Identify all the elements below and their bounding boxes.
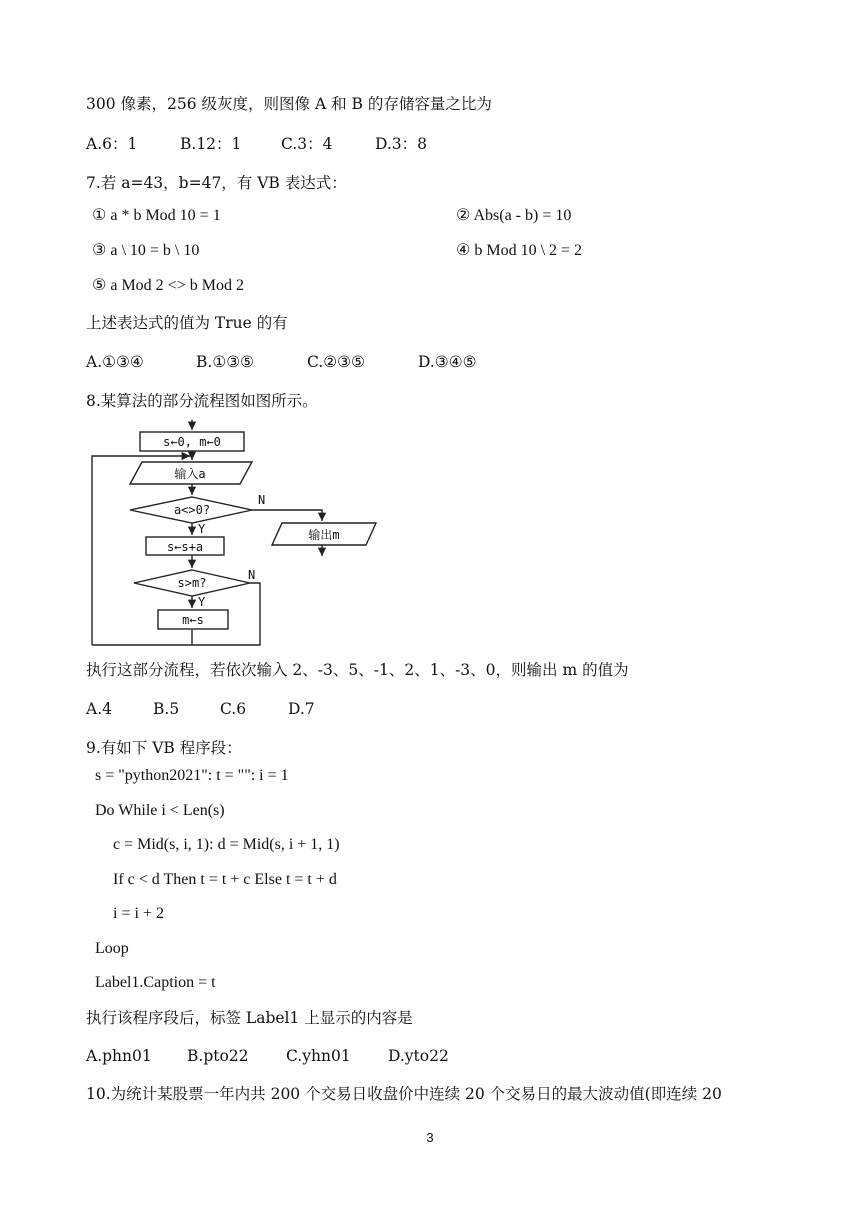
q7-expr-2: ② Abs(a - b) = 10: [456, 207, 572, 224]
flow-cond2-text: s>m?: [177, 576, 207, 590]
flow-input-text: 输入a: [174, 467, 206, 481]
q9-code-line-4: If c < d Then t = t + c Else t = t + d: [113, 871, 337, 888]
q7-expr-5: ⑤ a Mod 2 <> b Mod 2: [92, 277, 244, 294]
q8-option-a: A.4: [86, 700, 112, 718]
q6-stem: 300 像素，256 级灰度，则图像 A 和 B 的存储容量之比为: [86, 95, 492, 113]
q9-code-line-5: i = i + 2: [113, 905, 164, 922]
q9-code-line-6: Loop: [95, 940, 129, 957]
flow-no-label-2: N: [248, 568, 256, 582]
q9-stem: 9.有如下 VB 程序段：: [86, 739, 242, 757]
q7-option-b: B.①③⑤: [196, 353, 255, 371]
page-number: 3: [426, 1130, 434, 1145]
q6-option-a: A.6：1: [86, 135, 138, 153]
q7-expr-1: ① a * b Mod 10 = 1: [92, 207, 221, 224]
flowchart: [86, 418, 386, 652]
flow-assign1-text: s←s+a: [166, 540, 204, 554]
flow-cond1-text: a<>0?: [173, 503, 211, 517]
flow-assign2-text: m←s: [182, 613, 204, 627]
q9-option-a: A.phn01: [86, 1047, 152, 1065]
flow-init-text: s←0, m←0: [163, 435, 221, 449]
q9-code-line-2: Do While i < Len(s): [95, 802, 225, 819]
q8-option-d: D.7: [288, 700, 315, 718]
q9-code-line-3: c = Mid(s, i, 1): d = Mid(s, i + 1, 1): [113, 836, 340, 853]
q8-question: 执行这部分流程，若依次输入 2、-3、5、-1、2、1、-3、0，则输出 m 的值为: [86, 661, 629, 679]
q9-code-line-1: s = "python2021": t = "": i = 1: [95, 767, 289, 784]
q9-code-line-7: Label1.Caption = t: [95, 974, 216, 991]
q7-option-a: A.①③④: [86, 353, 144, 371]
q7-expr-3: ③ a \ 10 = b \ 10: [92, 242, 200, 259]
flow-yes-label-1: Y: [198, 522, 206, 536]
flow-no-label-1: N: [258, 493, 266, 507]
flow-output-text: 输出m: [308, 528, 340, 542]
q8-option-c: C.6: [220, 700, 247, 718]
q7-question: 上述表达式的值为 True 的有: [86, 314, 288, 332]
q6-option-c: C.3：4: [281, 135, 333, 153]
q7-option-d: D.③④⑤: [418, 353, 477, 371]
q7-stem: 7.若 a=43，b=47，有 VB 表达式：: [86, 174, 347, 192]
q8-option-b: B.5: [153, 700, 180, 718]
q9-option-c: C.yhn01: [286, 1047, 351, 1065]
q6-option-b: B.12：1: [180, 135, 242, 153]
q9-option-b: B.pto22: [187, 1047, 249, 1065]
q7-option-c: C.②③⑤: [307, 353, 365, 371]
q9-option-d: D.yto22: [388, 1047, 449, 1065]
q8-stem: 8.某算法的部分流程图如图所示。: [86, 392, 318, 410]
q7-expr-4: ④ b Mod 10 \ 2 = 2: [456, 242, 583, 259]
q10-stem: 10.为统计某股票一年内共 200 个交易日收盘价中连续 20 个交易日的最大波动值(即连续 20: [86, 1085, 722, 1103]
q6-option-d: D.3：8: [375, 135, 428, 153]
flow-yes-label-2: Y: [198, 595, 206, 609]
q9-question: 执行该程序段后，标签 Label1 上显示的内容是: [86, 1009, 413, 1027]
